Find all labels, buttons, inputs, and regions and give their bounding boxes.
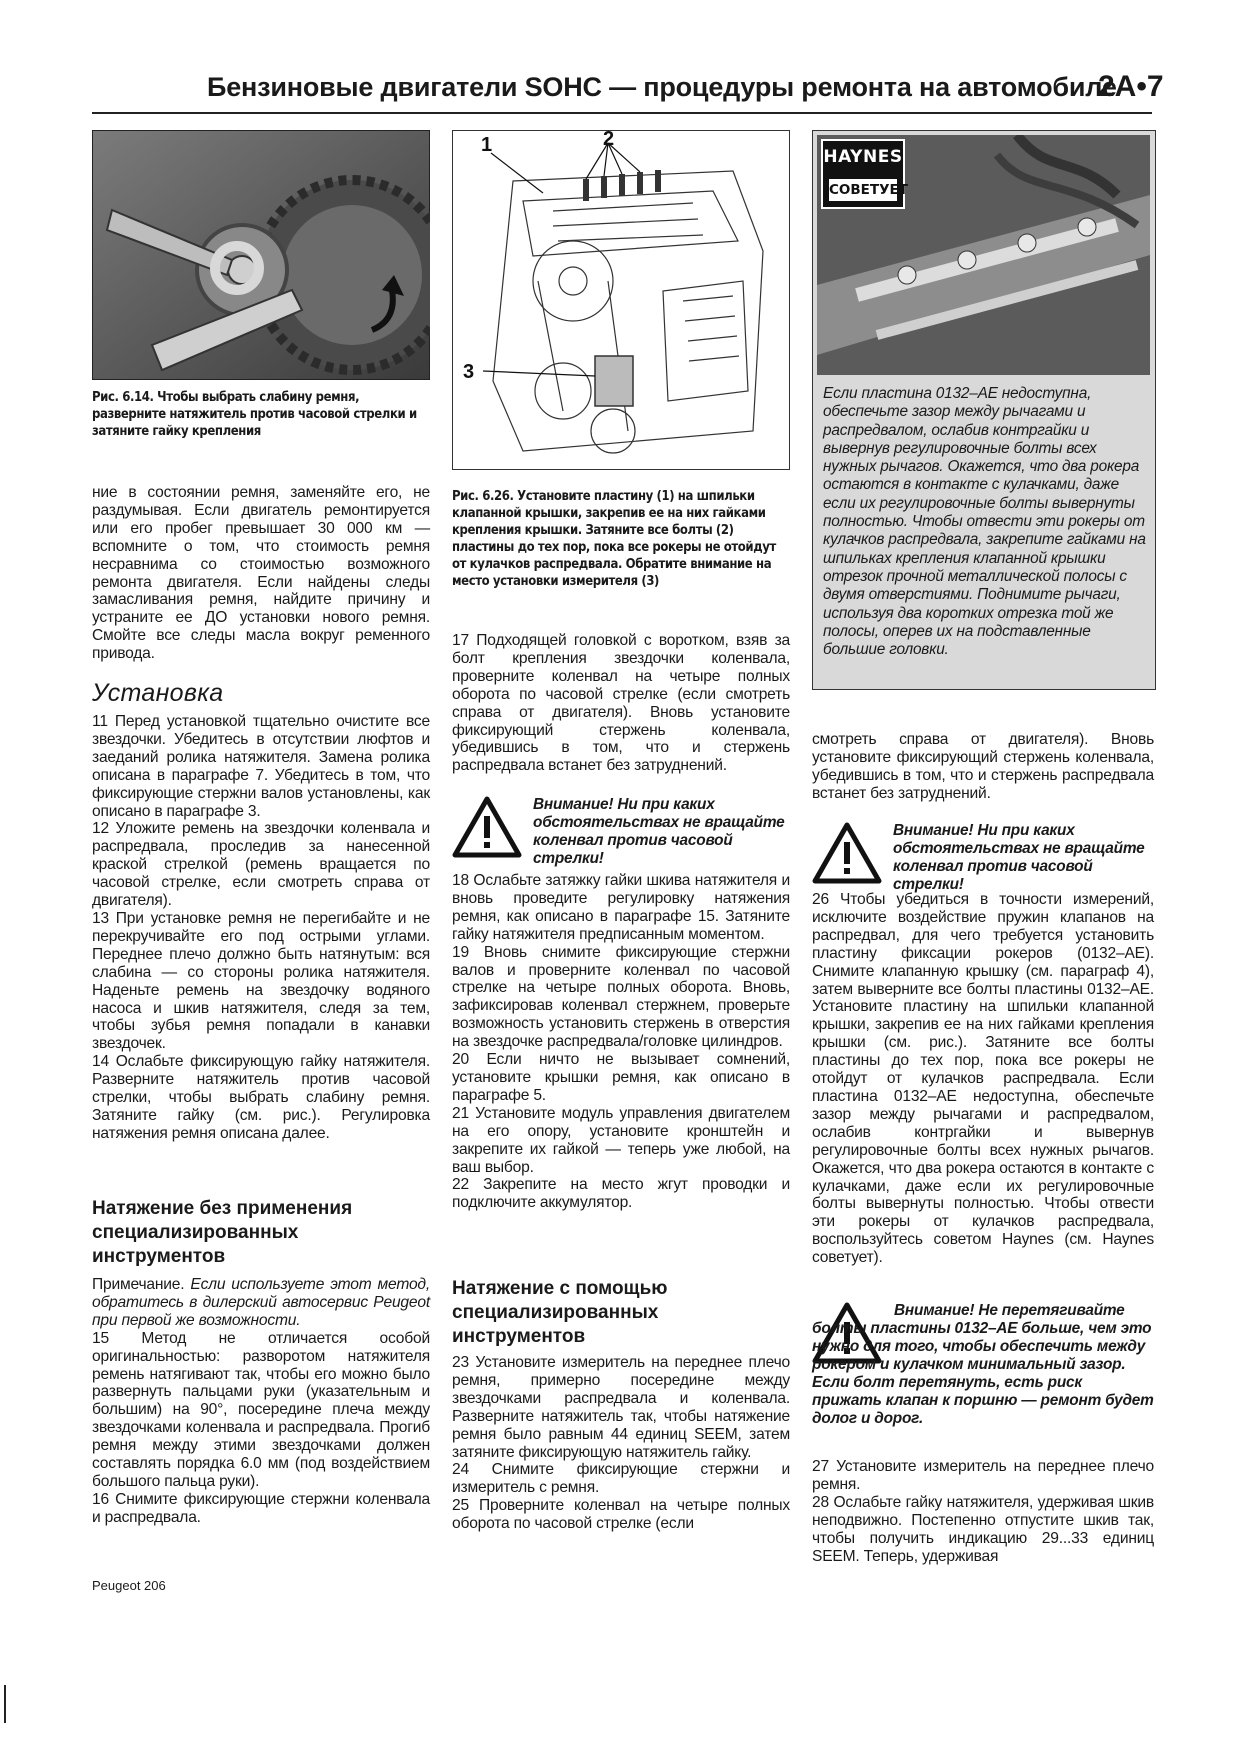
paragraph-15: 15 Метод не отличается особой оригинальностью: разворотом натяжителя ремень натягивают так, чтобы его можно было развернуть пальцами руки (указательным и большим) на 90°, посередине плеча между звездочками коленвала и распредвала. Прогиб ремня между этими звездочками должен составлять порядка 6.0 мм (под воздействием большого пальца руки). [92, 1329, 430, 1490]
diagram-label-2: 2 [603, 131, 615, 150]
note-text: Если используете этот метод, обратитесь в дилерский автосервис Peugeot при первой же возможности. [92, 1276, 430, 1329]
page-number: 2A•7 [1098, 70, 1164, 103]
note [92, 1276, 430, 1330]
diagram-label-1: 1 [481, 134, 493, 156]
haynes-badge-bottom: СОВЕТУЕТ [829, 179, 897, 201]
paragraph-23: 23 Установите измеритель на переднее плечо ремня, примерно посередине между звездочками распредвала и коленвала. Разверните натяжитель так, чтобы натяжение ремня было равным 44 единиц SEEM, затем затяните фиксирующую натяжитель гайку. [452, 1354, 790, 1461]
paragraph-20: 20 Если ничто не вызывает сомнений, установите крышки ремня, как описано в параграфе 5. [452, 1051, 790, 1104]
col3-body-top [812, 731, 1154, 803]
col3-body-bottom [812, 1458, 1154, 1565]
col3-continuation: смотреть справа от двигателя). Вновь установите фиксирующий стержень коленвала, убедившись в том, что и стержень распредвала встанет без затруднений. [812, 731, 1154, 802]
heading-install: Установка [92, 679, 224, 707]
margin-mark [4, 1685, 6, 1723]
paragraph-16: 16 Снимите фиксирующие стержни коленвала и распредвала. [92, 1490, 430, 1526]
col2-body-mid [452, 872, 790, 1212]
fig-6-26-caption: Рис. 6.26. Установите пластину (1) на шпильки клапанной крышки, закрепив ее на них гайками крепления крышки. Затяните все болты (2) пластины до тех пор, пока все рокеры не отойдут от кулачков распредвала. Обратите внимание на место установки измерителя (3) [452, 489, 776, 589]
haynes-photo [817, 135, 1150, 375]
fig-6-26-diagram [452, 130, 790, 470]
note-label: Примечание. [92, 1276, 185, 1293]
fig-6-14-caption: Рис. 6.14. Чтобы выбрать слабину ремня, разверните натяжитель против часовой стрелки и затяните гайку крепления [92, 390, 417, 439]
paragraph-26: 26 Чтобы убедиться в точности измерений, исключите воздействие пружин клапанов на распредвал, для чего требуется установить пластину фиксации рокеров (0132–AE). Снимите клапанную крышку (см. параграф 4), затем выверните все болты пластины 0132–AE. Установите пластину на шпильки клапанной крышки, закрепив ее на них гайками крепления крышки (см. рис.). Затяните все болты пластины до тех пор, пока все рокеры не отойдут от кулачков распредвала. Если пластина 0132–AE недоступна, обеспечьте зазор между рычагами и распредвалом, ослабив контргайки и вывернув регулировочные болты всех нужных рычагов. Окажется, что два рокера остаются в контакте с кулачками, даже если их регулировочные болты вывернуты полностью. Чтобы отвести эти рокеры от кулачков распредвала, воспользуйтесь советом Haynes (см. Haynes советует). [812, 891, 1154, 1267]
heading-no-tools: Натяжение без применения специализированных инструментов [92, 1198, 353, 1267]
warning-triangle-icon [812, 822, 882, 889]
warning-3-text: Внимание! Не перетягивайте болты пластины 0132–AE больше, чем это нужно для того, чтобы обеспечить между рокером и кулачком минимальный зазор. Если болт перетянуть, есть риск прижать клапан к поршню — ремонт будет долог и дорог. [812, 1302, 1154, 1427]
col2-body-bottom [452, 1354, 790, 1533]
paragraph-18: 18 Ослабьте затяжку гайки шкива натяжителя и вновь проведите регулировку натяжения ремня, как описано в параграфе 15. Затяните гайку натяжителя предписанным моментом. [452, 872, 790, 943]
paragraph-14: 14 Ослабьте фиксирующую гайку натяжителя. Разверните натяжитель против часовой стрелки, чтобы выбрать слабину ремня. Затяните гайку (см. рис.). Регулировка натяжения ремня описана далее. [92, 1053, 430, 1142]
col2-body-top [452, 632, 790, 775]
footer-model: Peugeot 206 [92, 1578, 166, 1593]
running-header-title: Бензиновые двигатели SOHC — процедуры ремонта на автомобиле [207, 72, 1117, 102]
paragraph-27: 27 Установите измеритель на переднее плечо ремня. [812, 1458, 1154, 1493]
haynes-badge-top: HAYNES [823, 147, 903, 167]
diagram-label-3: 3 [463, 361, 475, 383]
col1-body-top [92, 484, 430, 663]
header-rule [92, 112, 1152, 114]
warning-triangle-icon [452, 796, 522, 863]
col3-body-mid [812, 891, 1154, 1267]
paragraph-11: 11 Перед установкой тщательно очистите все звездочки. Убедитесь в отсутствии люфтов и заеданий ролика натяжителя. Замена ролика описана в параграфе 7. Убедитесь в том, что фиксирующие стержни валов установлены, как описано в параграфе 3. [92, 713, 430, 820]
paragraph-19: 19 Вновь снимите фиксирующие стержни валов и проверните коленвал по часовой стрелке на четыре полных оборота. Вновь, зафиксировав коленвал стержнем, проверьте возможность установить стержень в отверстия на звездочке распредвала/головке цилиндров. [452, 943, 790, 1051]
warning-1-text: Внимание! Ни при каких обстоятельствах не вращайте коленвал против часовой стрелки! [533, 796, 785, 867]
paragraph-28: 28 Ослабьте гайку натяжителя, удерживая шкив неподвижно. Постепенно отпустите шкив так, чтобы получить индикацию 29...33 единиц SEEM. Теперь, удерживая [812, 1493, 1154, 1565]
haynes-badge [821, 139, 908, 209]
fig-6-14-photo [92, 130, 430, 380]
haynes-advice-text: Если пластина 0132–AE недоступна, обеспечьте зазор между рычагами и распредвалом, ослабив контргайки и вывернув регулировочные болты всех нужных рычагов. Окажется, что два рокера остаются в контакте с кулачками, даже если их регулировочные болты вывернуты полностью. Чтобы отвести эти рокеры от кулачков распредвала, закрепите гайками на шпильках крепления клапанной крышки отрезок прочной металлической полосы с двумя отверстиями. Поднимите рычаги, используя два коротких отрезка той же полосы, оперев их на подставленные большие головки. [823, 385, 1146, 659]
col1-body-no-tools [92, 1276, 430, 1527]
paragraph-22: 22 Закрепите на место жгут проводки и подключите аккумулятор. [452, 1176, 790, 1212]
col1-intro-paragraph: ние в состоянии ремня, заменяйте его, не раздумывая. Если двигатель ремонтируется или его пробег превышает 30 000 км — вспомните о том, что стоимость ремня несравнима со стоимостью возможного ремонта двигателя. Если найдены следы замасливания ремня, найдите причину и устраните ее ДО установки нового ремня. Смойте все следы масла вокруг ременного привода. [92, 484, 430, 663]
engine-line-drawing [453, 131, 788, 468]
paragraph-21: 21 Установите модуль управления двигателем на его опору, установите кронштейн и закрепите их гайкой — теперь уже любой, на ваш выбор. [452, 1104, 790, 1176]
col1-body-install [92, 713, 430, 1143]
heading-with-tools: Натяжение с помощью специализированных инструментов [452, 1278, 668, 1347]
haynes-advice-box [812, 130, 1156, 690]
warning-2-text: Внимание! Ни при каких обстоятельствах не вращайте коленвал против часовой стрелки! [893, 822, 1145, 893]
paragraph-13: 13 При установке ремня не перегибайте и не перекручивайте его под острыми углами. Переднее плечо должно быть натянутым: вся слабина — со стороны ролика натяжителя. Наденьте ремень на звездочку водяного насоса и шкив натяжителя, следя за тем, чтобы зубья ремня попадали в канавки звездочек. [92, 909, 430, 1053]
paragraph-25: 25 Проверните коленвал на четыре полных оборота по часовой стрелке (если [452, 1497, 790, 1533]
paragraph-17: 17 Подходящей головкой с воротком, взяв за болт крепления звездочки коленвала, проверните коленвал на четыре полных оборота по часовой стрелке (если смотреть справа от двигателя). Вновь установите фиксирующий стержень коленвала, убедившись в том, что и стержень распредвала встанет без затруднений. [452, 632, 790, 775]
paragraph-12: 12 Уложите ремень на звездочки коленвала и распредвала, проследив за нанесенной краской стрелкой (ремень вращается по часовой стрелке, если смотреть справа от двигателя). [92, 820, 430, 910]
paragraph-24: 24 Снимите фиксирующие стержни и измеритель с ремня. [452, 1461, 790, 1497]
timing-belt-tensioner-illustration [92, 130, 430, 380]
